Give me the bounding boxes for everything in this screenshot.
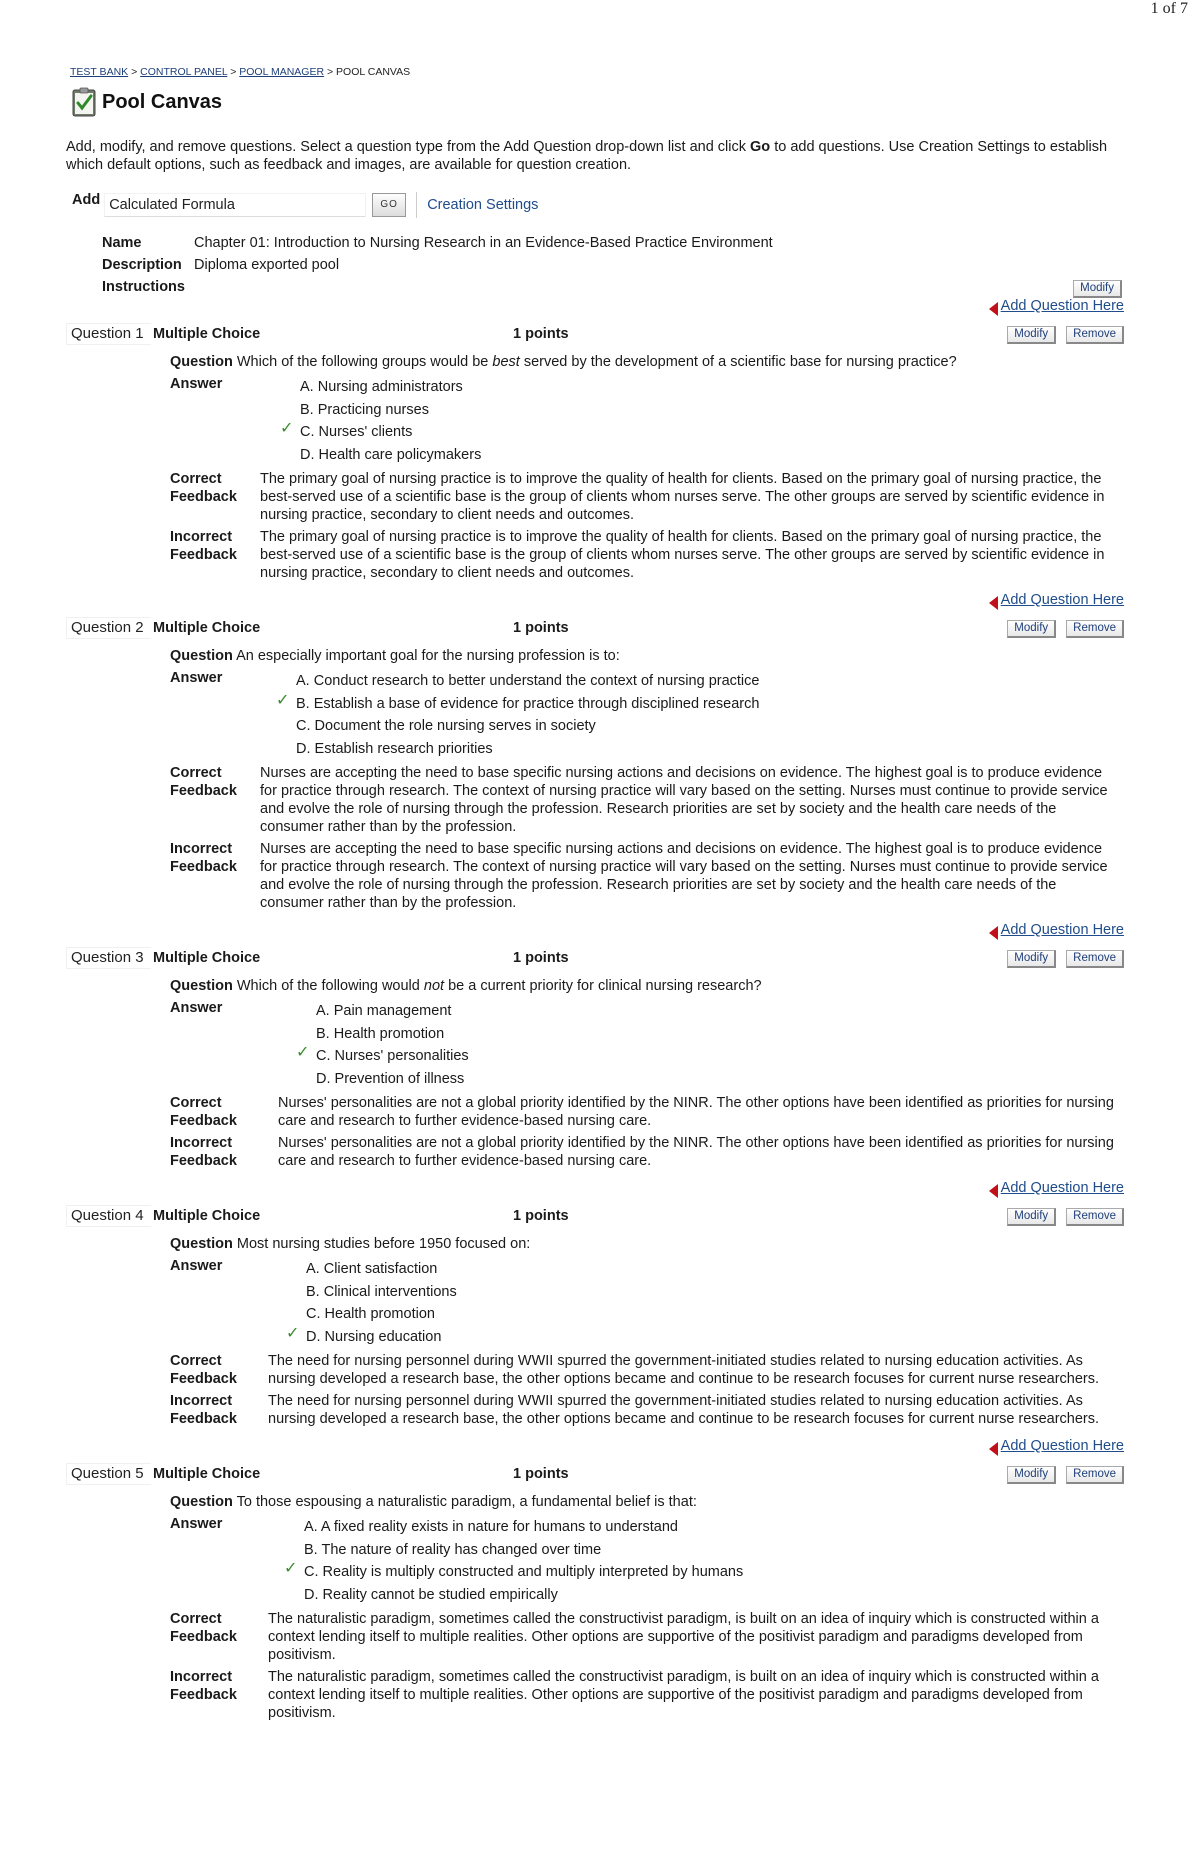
- pool-info: [102, 232, 1126, 298]
- answer-choice: [294, 1045, 469, 1068]
- question-number: Question 3: [66, 947, 151, 969]
- question-item: [66, 1462, 1126, 1722]
- answer-choice-text: C. Health promotion: [306, 1306, 435, 1322]
- intro-part: to add questions. Use Creation Settings to establish which default options, such as feedback and images, are available for question creation.: [66, 139, 1108, 173]
- question-points: 1 points: [513, 950, 569, 966]
- question-label: Question: [170, 354, 233, 370]
- answer-choice: [278, 399, 481, 422]
- question-body: [170, 1492, 1126, 1722]
- question-item: [66, 322, 1126, 582]
- red-arrow-icon: [989, 1442, 998, 1456]
- modify-question-button[interactable]: Modify: [1007, 950, 1056, 968]
- add-question-here-link[interactable]: Add Question Here: [1000, 922, 1124, 938]
- incorrect-feedback-text: The primary goal of nursing practice is to improve the quality of health for clients. Based on the primary goal of nursing practice, the best-served use of a scientific base is the group of clients whom nurses serve. The other groups are served by scientific evidence in nursing practice, secondary to client needs and outcomes.: [260, 529, 1105, 581]
- divider: [416, 192, 417, 218]
- question-header: [66, 946, 1126, 970]
- label-word: Correct: [170, 765, 222, 781]
- answer-choice-text: A. A fixed reality exists in nature for humans to understand: [304, 1519, 678, 1535]
- label-word: Feedback: [170, 489, 237, 505]
- correct-check-icon: ✓: [284, 1560, 298, 1577]
- label-word: Incorrect: [170, 529, 233, 545]
- answer-choices: [294, 1000, 469, 1090]
- question-number: Question 5: [66, 1463, 151, 1485]
- incorrect-feedback-text: The need for nursing personnel during WWII spurred the government-initiated studies related to nursing education activities. As nursing developed a research base, the other options became and continue to be research focuses for current nurse researchers.: [268, 1393, 1100, 1427]
- incorrect-feedback-label: [170, 1668, 268, 1722]
- question-text-part: Which of the following would: [236, 978, 424, 994]
- question-points: 1 points: [513, 1208, 569, 1224]
- pool-description-row: [102, 254, 1126, 276]
- label-word: Incorrect: [170, 841, 233, 857]
- answer-choice-text: B. Practicing nurses: [300, 401, 429, 418]
- page-indicator: 1 of 7: [1150, 0, 1188, 17]
- incorrect-feedback: [170, 528, 1126, 582]
- label-word: Feedback: [170, 859, 237, 875]
- modify-question-button[interactable]: Modify: [1007, 1466, 1056, 1484]
- red-arrow-icon: [989, 926, 998, 940]
- answer-block: [170, 374, 1126, 466]
- answer-choice: [274, 715, 759, 738]
- incorrect-feedback: [170, 1668, 1126, 1722]
- question-text-part: An especially important goal for the nursing profession is to:: [236, 648, 620, 664]
- question-text: [170, 976, 1126, 996]
- answer-choice: [282, 1539, 743, 1562]
- breadcrumb-separator: >: [326, 66, 334, 78]
- question-number: Question 1: [66, 323, 151, 345]
- answer-choices: [274, 670, 759, 760]
- correct-feedback-text: The primary goal of nursing practice is to improve the quality of health for clients. Based on the primary goal of nursing practice, the best-served use of a scientific base is the group of clients whom nurses serve. The other groups are served by scientific evidence in nursing practice, secondary to client needs and outcomes.: [260, 471, 1105, 523]
- red-arrow-icon: [989, 1184, 998, 1198]
- answer-label: Answer: [170, 1000, 223, 1016]
- add-question-here-link[interactable]: Add Question Here: [1000, 1438, 1124, 1454]
- question-type: Multiple Choice: [153, 1208, 261, 1224]
- incorrect-feedback: [170, 1392, 1126, 1428]
- question-text: [170, 1492, 1126, 1512]
- correct-feedback-text: Nurses' personalities are not a global priority identified by the NINR. The other options have been identified as priorities for nursing care and research to further evidence-based nursing care.: [278, 1095, 1114, 1129]
- add-question-here: [66, 922, 1124, 946]
- incorrect-feedback-text: Nurses are accepting the need to base specific nursing actions and decisions on evidence. The highest goal is to produce evidence for practice through research. The context of nursing practice will vary based on the setting. Nurses must continue to provide service and evolve the role of nursing through the profession. Research priorities are set by society and the health care needs of the consumer rather than by the profession.: [260, 841, 1108, 911]
- label-word: Correct: [170, 1353, 222, 1369]
- answer-choice-text: B. The nature of reality has changed over time: [304, 1541, 602, 1558]
- remove-question-button[interactable]: Remove: [1066, 326, 1124, 344]
- correct-feedback: [170, 764, 1126, 836]
- breadcrumb-control-panel[interactable]: CONTROL PANEL: [140, 66, 228, 78]
- answer-choice: [282, 1516, 743, 1539]
- breadcrumb-pool-manager[interactable]: POOL MANAGER: [239, 66, 325, 78]
- label-word: Correct: [170, 471, 222, 487]
- remove-question-button[interactable]: Remove: [1066, 1466, 1124, 1484]
- answer-choice: [274, 738, 759, 761]
- add-question-here: [66, 298, 1124, 322]
- pool-name-row: [102, 232, 1126, 254]
- answer-choice: [284, 1326, 457, 1349]
- answer-choice-text: C. Document the role nursing serves in society: [296, 718, 596, 734]
- pool-name-label: Name: [102, 235, 142, 251]
- answer-block: [170, 1256, 1126, 1348]
- add-label: Add: [72, 192, 101, 208]
- question-type: Multiple Choice: [153, 1466, 261, 1482]
- question-header: [66, 322, 1126, 346]
- intro-text: [66, 138, 1116, 174]
- question-actions: [997, 1207, 1124, 1226]
- breadcrumb-test-bank[interactable]: TEST BANK: [70, 66, 129, 78]
- answer-label: Answer: [170, 670, 223, 686]
- correct-feedback-text: The naturalistic paradigm, sometimes called the constructivist paradigm, is built on an idea of inquiry which is constructed within a context lending itself to multiple realities. Other options are supportive of the positivist paradigm and paradigms developed from positivism.: [268, 1611, 1099, 1663]
- answer-choice-text: D. Establish research priorities: [296, 740, 493, 757]
- question-actions: [997, 1465, 1124, 1484]
- add-question-here: [66, 592, 1124, 616]
- label-word: Feedback: [170, 1371, 237, 1387]
- question-actions: [997, 949, 1124, 968]
- correct-feedback-text: Nurses are accepting the need to base specific nursing actions and decisions on evidence. The highest goal is to produce evidence for practice through research. The context of nursing practice will vary based on the setting. Nurses must continue to provide service and evolve the role of nursing through the profession. Research priorities are set by society and the health care needs of the consumer rather than by the profession.: [260, 765, 1108, 835]
- label-word: Incorrect: [170, 1669, 233, 1685]
- label-word: Correct: [170, 1095, 222, 1111]
- red-arrow-icon: [989, 596, 998, 610]
- question-item: [66, 946, 1126, 1170]
- answer-block: [170, 1514, 1126, 1606]
- label-word: Feedback: [170, 1411, 237, 1427]
- question-text-part: Which of the following groups would be: [236, 354, 493, 370]
- correct-feedback: [170, 470, 1126, 524]
- answer-choice: [274, 693, 759, 716]
- answer-label: Answer: [170, 376, 223, 392]
- answer-choice: [294, 1000, 469, 1023]
- remove-question-button[interactable]: Remove: [1066, 620, 1124, 638]
- answer-choice-text: A. Client satisfaction: [306, 1261, 438, 1277]
- pool-instructions-row: [102, 276, 1126, 298]
- correct-feedback: [170, 1610, 1126, 1664]
- incorrect-feedback: [170, 840, 1126, 912]
- answer-choices: [284, 1258, 457, 1348]
- incorrect-feedback-label: [170, 840, 260, 912]
- breadcrumb-current: POOL CANVAS: [336, 66, 411, 78]
- answer-choice: [278, 376, 481, 399]
- answer-label: Answer: [170, 1258, 223, 1274]
- incorrect-feedback-text: The naturalistic paradigm, sometimes called the constructivist paradigm, is built on an idea of inquiry which is constructed within a context lending itself to multiple realities. Other options are supportive of the positivist paradigm and paradigms developed from positivism.: [268, 1669, 1099, 1721]
- answer-choice: [274, 670, 759, 693]
- label-word: Feedback: [170, 1629, 237, 1645]
- remove-question-button[interactable]: Remove: [1066, 950, 1124, 968]
- question-actions: [997, 619, 1124, 638]
- intro-part: Add, modify, and remove questions. Select a question type from the Add Question drop-down list and click: [66, 139, 751, 155]
- question-text-part: To those espousing a naturalistic paradigm, a fundamental belief is that:: [236, 1494, 697, 1510]
- clipboard-check-icon: [72, 87, 96, 117]
- label-word: Feedback: [170, 1113, 237, 1129]
- answer-choice-text: C. Nurses' clients: [300, 424, 413, 440]
- answer-choices: [278, 376, 481, 466]
- modify-instructions-button[interactable]: Modify: [1073, 280, 1122, 298]
- question-number: Question 4: [66, 1205, 151, 1227]
- question-header: [66, 1462, 1126, 1486]
- incorrect-feedback-label: [170, 528, 260, 582]
- label-word: Correct: [170, 1611, 222, 1627]
- question-text-part: served by the development of a scientific base for nursing practice?: [519, 354, 957, 370]
- answer-choice: [294, 1068, 469, 1091]
- label-word: Incorrect: [170, 1135, 233, 1151]
- correct-check-icon: ✓: [276, 691, 290, 709]
- correct-check-icon: ✓: [296, 1044, 310, 1061]
- correct-feedback-label: [170, 764, 260, 836]
- question-label: Question: [170, 1494, 233, 1510]
- correct-feedback: [170, 1094, 1126, 1130]
- modify-question-button[interactable]: Modify: [1007, 620, 1056, 638]
- pool-name: Chapter 01: Introduction to Nursing Research in an Evidence-Based Practice Environment: [194, 235, 773, 251]
- correct-feedback: [170, 1352, 1126, 1388]
- correct-check-icon: ✓: [286, 1324, 300, 1342]
- correct-feedback-label: [170, 1352, 268, 1388]
- pool-description: Diploma exported pool: [194, 257, 340, 273]
- breadcrumb: [70, 66, 1126, 78]
- pool-canvas-page: [66, 66, 1126, 1732]
- answer-block: [170, 668, 1126, 760]
- label-word: Feedback: [170, 1153, 237, 1169]
- question-list: [66, 298, 1126, 1722]
- go-button[interactable]: GO: [372, 193, 406, 217]
- answer-choice: [278, 444, 481, 467]
- answer-choices: [282, 1516, 743, 1606]
- pool-instructions-label: Instructions: [102, 279, 185, 295]
- intro-bold: Go: [750, 139, 771, 155]
- modify-question-button[interactable]: Modify: [1007, 1208, 1056, 1226]
- creation-settings-link[interactable]: Creation Settings: [427, 197, 539, 213]
- answer-choice: [284, 1258, 457, 1281]
- question-text: [170, 646, 1126, 666]
- incorrect-feedback-label: [170, 1134, 278, 1170]
- incorrect-feedback: [170, 1134, 1126, 1170]
- answer-label: Answer: [170, 1516, 223, 1532]
- question-label: Question: [170, 648, 233, 664]
- add-question-here: [66, 1438, 1124, 1462]
- question-type: Multiple Choice: [153, 950, 261, 966]
- question-item: [66, 1204, 1126, 1428]
- question-label: Question: [170, 978, 233, 994]
- correct-feedback-label: [170, 470, 260, 524]
- modify-question-button[interactable]: Modify: [1007, 326, 1056, 344]
- label-word: Feedback: [170, 1687, 237, 1703]
- question-type: Multiple Choice: [153, 326, 261, 342]
- question-item: [66, 616, 1126, 912]
- correct-check-icon: ✓: [280, 420, 294, 437]
- question-points: 1 points: [513, 620, 569, 636]
- answer-choice-text: C. Nurses' personalities: [316, 1048, 469, 1064]
- question-header: [66, 1204, 1126, 1228]
- answer-choice-text: A. Pain management: [316, 1003, 452, 1019]
- question-body: [170, 352, 1126, 582]
- answer-choice-text: A. Conduct research to better understand the context of nursing practice: [296, 673, 760, 689]
- page-title: Pool Canvas: [102, 90, 223, 113]
- answer-choice-text: B. Clinical interventions: [306, 1283, 457, 1300]
- pool-description-label: Description: [102, 257, 182, 273]
- answer-choice-text: C. Reality is multiply constructed and multiply interpreted by humans: [304, 1564, 744, 1580]
- answer-choice: [284, 1303, 457, 1326]
- question-type-select[interactable]: Calculated Formula: [104, 193, 366, 217]
- breadcrumb-separator: >: [230, 66, 237, 78]
- question-body: [170, 976, 1126, 1170]
- correct-feedback-label: [170, 1610, 268, 1664]
- answer-choice-text: D. Prevention of illness: [316, 1070, 465, 1087]
- incorrect-feedback-label: [170, 1392, 268, 1428]
- answer-choice-text: D. Reality cannot be studied empirically: [304, 1586, 558, 1603]
- question-label: Question: [170, 1236, 233, 1252]
- question-text-part: be a current priority for clinical nursing research?: [444, 978, 762, 994]
- add-question-here-link[interactable]: Add Question Here: [1000, 1180, 1124, 1196]
- question-header: [66, 616, 1126, 640]
- answer-choice-text: D. Nursing education: [306, 1328, 442, 1345]
- question-type: Multiple Choice: [153, 620, 261, 636]
- add-question-here-link[interactable]: Add Question Here: [1000, 592, 1124, 608]
- question-text-part: Most nursing studies before 1950 focused on:: [236, 1236, 531, 1252]
- question-body: [170, 646, 1126, 912]
- answer-choice-text: A. Nursing administrators: [300, 379, 463, 395]
- answer-choice-text: B. Health promotion: [316, 1025, 445, 1042]
- answer-choice-text: B. Establish a base of evidence for practice through disciplined research: [296, 695, 760, 712]
- answer-choice: [278, 421, 481, 444]
- question-number: Question 2: [66, 617, 151, 639]
- answer-choice: [294, 1023, 469, 1046]
- question-text-emphasis: not: [423, 978, 445, 994]
- label-word: Incorrect: [170, 1393, 233, 1409]
- answer-block: [170, 998, 1126, 1090]
- add-question-here-link[interactable]: Add Question Here: [1000, 298, 1124, 314]
- label-word: Feedback: [170, 783, 237, 799]
- question-text: [170, 1234, 1126, 1254]
- answer-choice: [284, 1281, 457, 1304]
- answer-choice: [282, 1584, 743, 1607]
- question-points: 1 points: [513, 1466, 569, 1482]
- question-body: [170, 1234, 1126, 1428]
- question-text-emphasis: best: [492, 354, 520, 370]
- answer-choice-text: D. Health care policymakers: [300, 446, 482, 463]
- red-arrow-icon: [989, 302, 998, 316]
- breadcrumb-separator: >: [131, 66, 138, 78]
- add-question-bar: [72, 190, 1126, 220]
- incorrect-feedback-text: Nurses' personalities are not a global priority identified by the NINR. The other options have been identified as priorities for nursing care and research to further evidence-based nursing care.: [278, 1135, 1114, 1169]
- correct-feedback-text: The need for nursing personnel during WWII spurred the government-initiated studies related to nursing education activities. As nursing developed a research base, the other options became and continue to be research focuses for current nurse researchers.: [268, 1353, 1100, 1387]
- question-text: [170, 352, 1126, 372]
- question-actions: [997, 325, 1124, 344]
- answer-choice: [282, 1561, 743, 1584]
- question-points: 1 points: [513, 326, 569, 342]
- correct-feedback-label: [170, 1094, 278, 1130]
- add-question-here: [66, 1180, 1124, 1204]
- page-header: [66, 84, 1126, 120]
- remove-question-button[interactable]: Remove: [1066, 1208, 1124, 1226]
- label-word: Feedback: [170, 547, 237, 563]
